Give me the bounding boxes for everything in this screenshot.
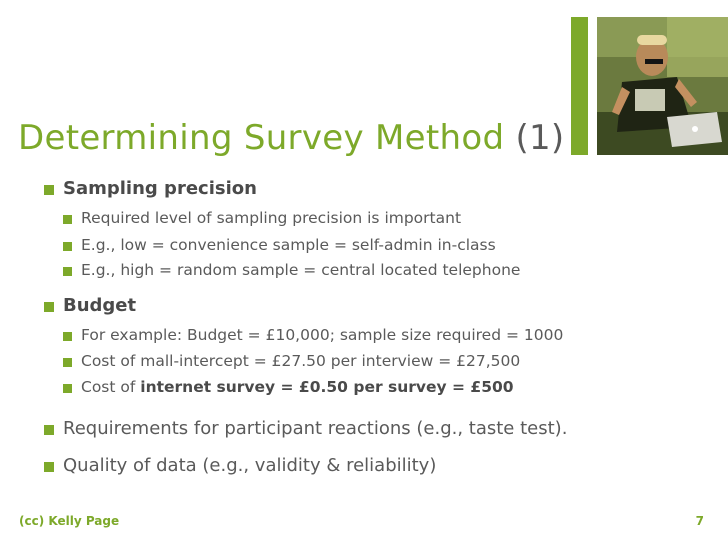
page-number: 7: [695, 514, 704, 528]
person-with-laptop-image: [597, 17, 728, 155]
accent-bar: [571, 17, 588, 155]
square-bullet-icon: [44, 425, 54, 435]
square-bullet-icon: [63, 267, 72, 276]
square-bullet-icon: [44, 185, 54, 195]
square-bullet-icon: [63, 384, 72, 393]
slide-title: Determining Survey Method (1): [18, 118, 565, 158]
footer-credit: (cc) Kelly Page: [19, 514, 120, 528]
square-bullet-icon: [63, 242, 72, 251]
square-bullet-icon: [63, 332, 72, 341]
square-bullet-icon: [63, 215, 72, 224]
square-bullet-icon: [63, 358, 72, 367]
square-bullet-icon: [44, 462, 54, 472]
square-bullet-icon: [44, 302, 54, 312]
header-photo: [597, 17, 728, 155]
